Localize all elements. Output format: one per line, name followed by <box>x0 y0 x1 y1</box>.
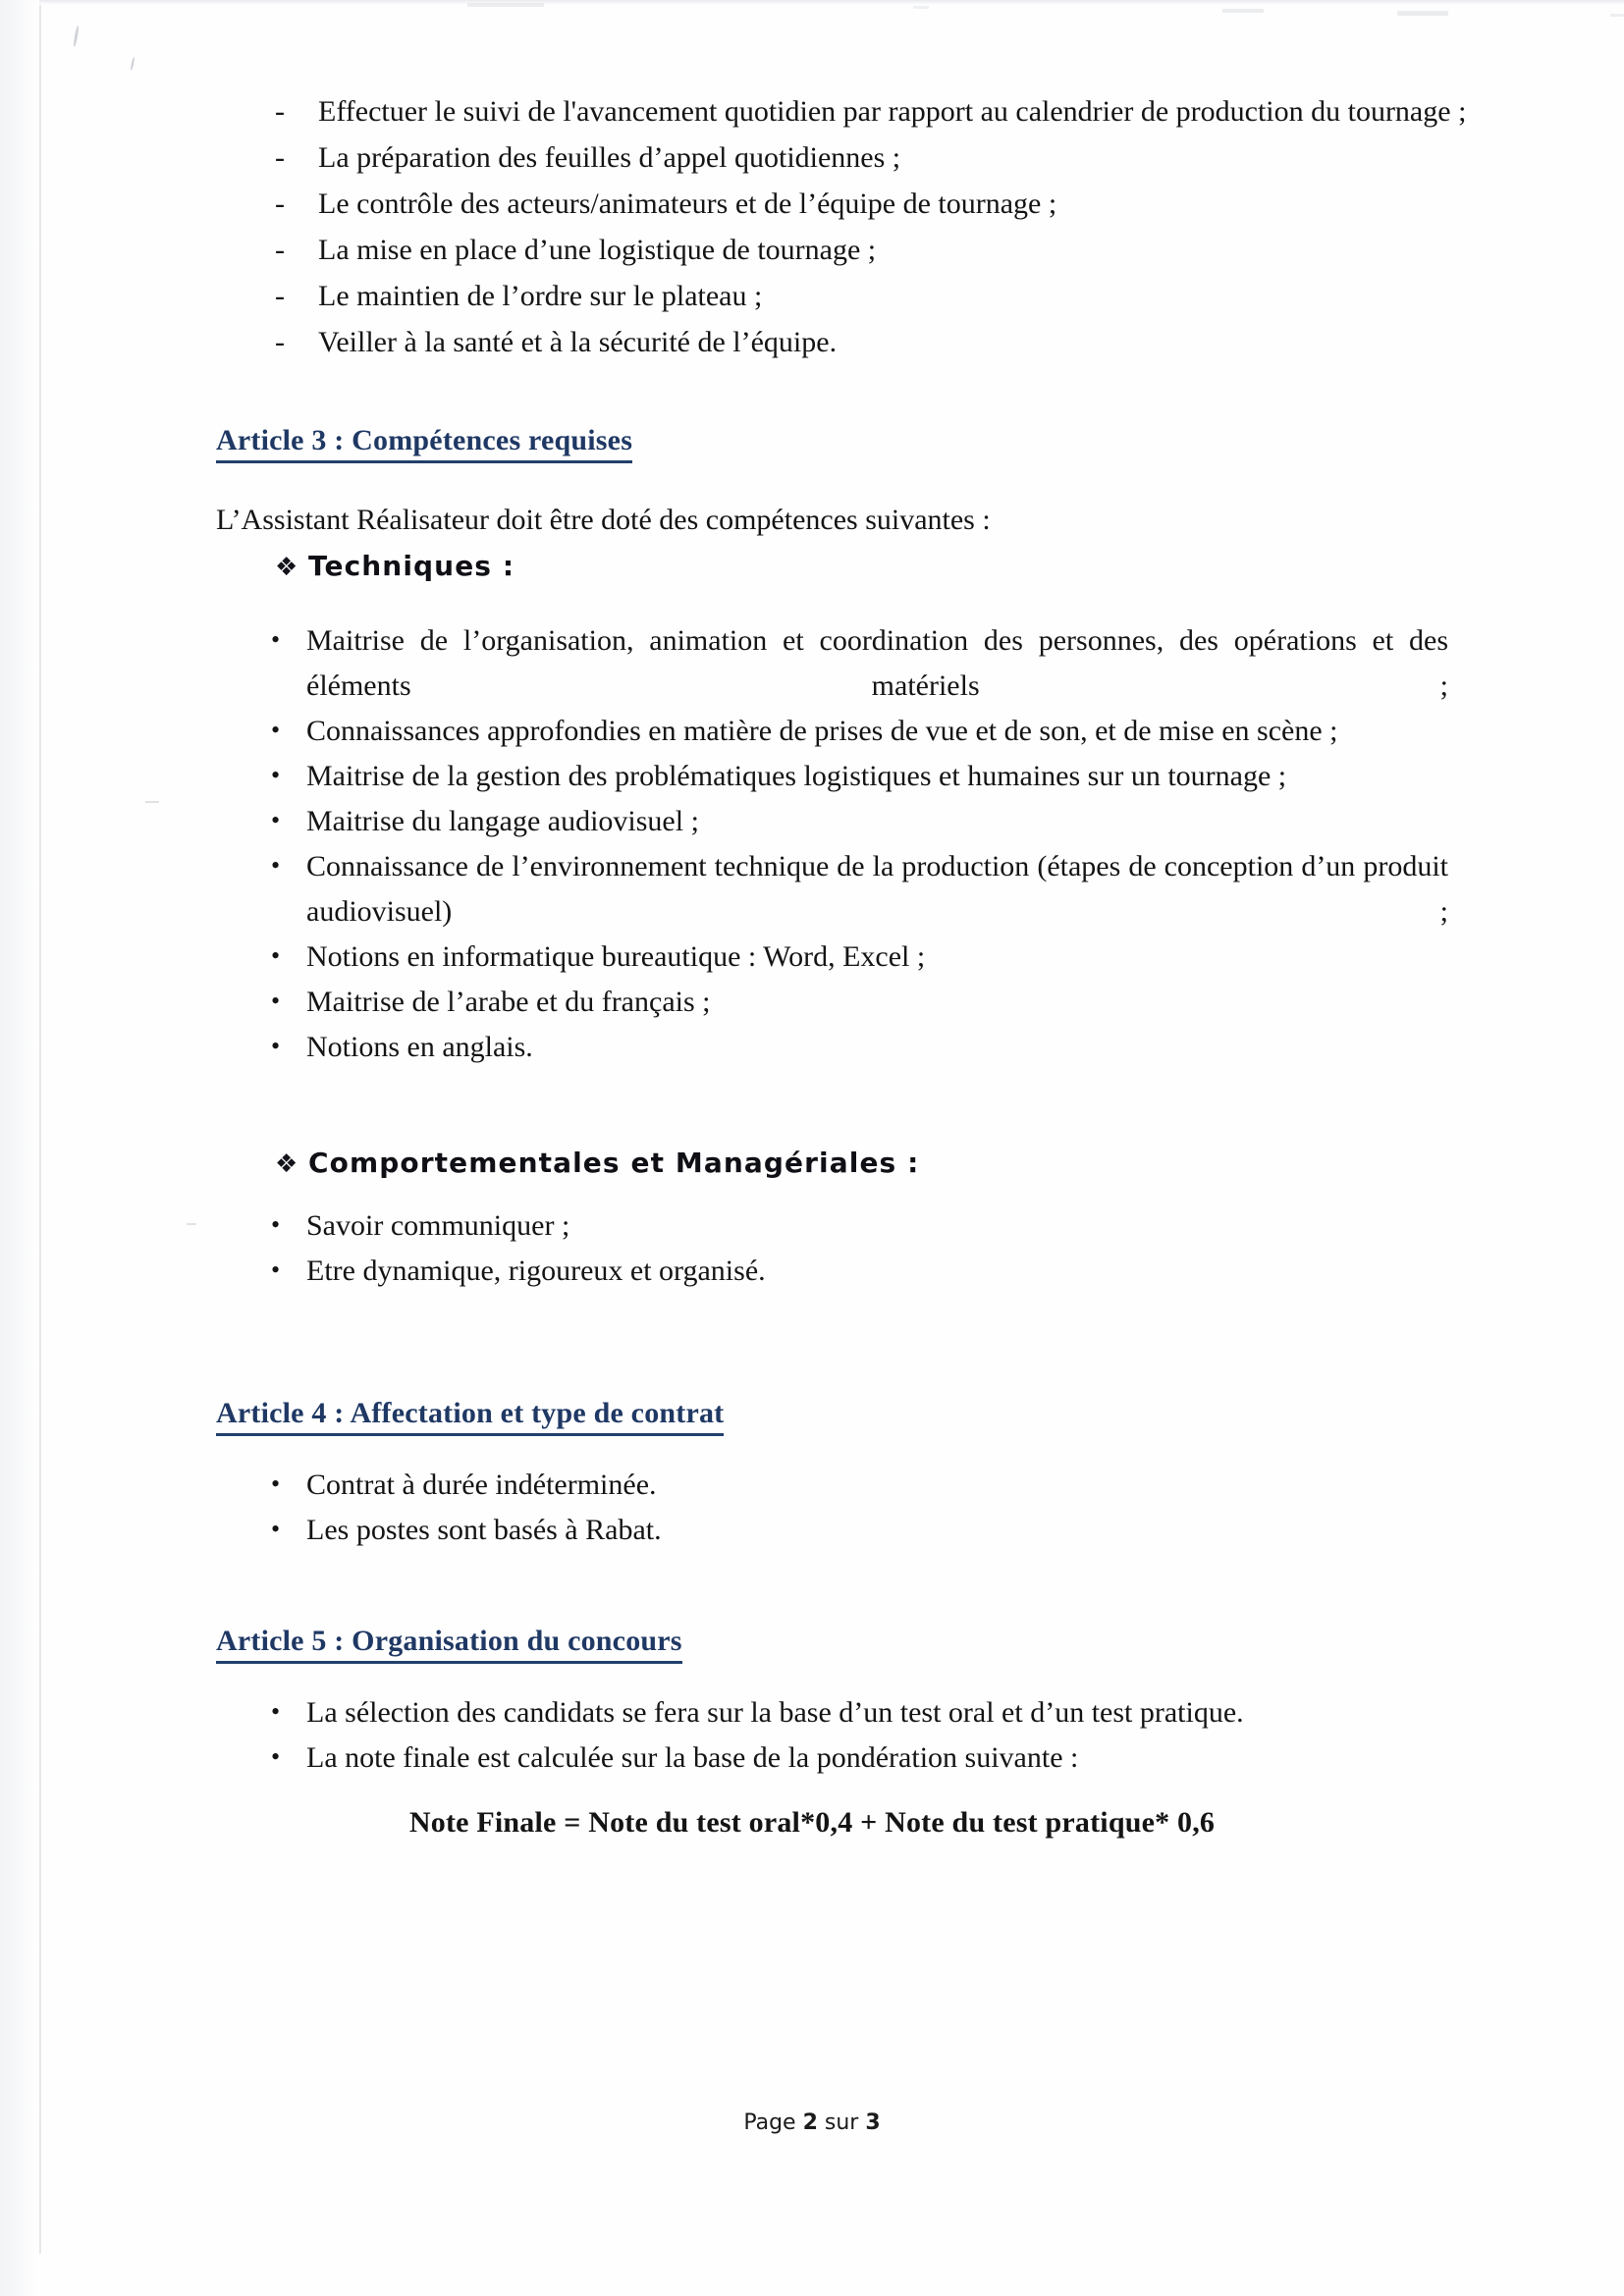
list-item <box>271 1463 1155 1508</box>
article-4-list <box>271 1463 1155 1553</box>
round-bullet-icon: • <box>271 987 281 1015</box>
list-item-text: La sélection des candidats se fera sur la base d’un test oral et d’un test pratique. <box>306 1696 1244 1729</box>
list-item-text: Notions en anglais. <box>306 1031 533 1063</box>
round-bullet-icon: • <box>271 806 281 834</box>
list-item <box>273 273 1451 319</box>
scan-speck-artifact <box>467 3 544 7</box>
list-item-text: Maitrise de l’arabe et du français ; <box>306 986 711 1018</box>
list-item <box>271 980 1448 1025</box>
round-bullet-icon: • <box>271 625 281 654</box>
list-item <box>271 1203 1155 1249</box>
list-item-text: Connaissances approfondies en matière de prises de vue et de son, et de mise en scène ; <box>306 715 1338 747</box>
article-3-intro-text: L’Assistant Réalisateur doit être doté des compétences suivantes : <box>216 504 991 536</box>
footer-total-pages: 3 <box>865 2110 881 2135</box>
list-item <box>271 799 1448 844</box>
dash-bullet-icon: - <box>275 95 285 128</box>
list-item <box>273 88 1493 134</box>
list-item-text: Savoir communiquer ; <box>306 1209 570 1242</box>
footer-prefix: Page <box>743 2110 803 2135</box>
list-item-text: Le contrôle des acteurs/animateurs et de l’équipe de tournage ; <box>318 187 1057 220</box>
list-item-text: Contrat à durée indéterminée. <box>306 1468 657 1501</box>
list-item-text: Maitrise de la gestion des problématiques logistiques et humaines sur un tournage ; <box>306 760 1287 792</box>
round-bullet-icon: • <box>271 716 281 744</box>
list-item-text: Etre dynamique, rigoureux et organisé. <box>306 1255 766 1287</box>
list-item-text: Notions en informatique bureautique : Word, Excel ; <box>306 940 926 973</box>
round-bullet-icon: • <box>271 1469 281 1498</box>
list-item <box>271 618 1448 709</box>
list-item <box>271 934 1448 980</box>
round-bullet-icon: • <box>271 851 281 880</box>
list-item-text: La note finale est calculée sur la base de la pondération suivante : <box>306 1741 1079 1774</box>
subheading-comportementales-label: Comportementales et Managériales : <box>308 1147 920 1179</box>
scan-edge-artifact <box>0 0 39 2296</box>
footer-current-page: 2 <box>802 2110 818 2135</box>
list-item <box>271 1025 1448 1070</box>
round-bullet-icon: • <box>271 1210 281 1239</box>
scan-speck-artifact <box>187 1223 196 1225</box>
scan-speck-artifact <box>145 801 159 803</box>
list-item <box>271 1735 1448 1781</box>
footer-middle: sur <box>817 2110 866 2135</box>
subheading-techniques <box>275 550 514 582</box>
scan-speck-artifact <box>1610 14 1624 17</box>
article-5-list <box>271 1690 1448 1781</box>
list-item-text: Maitrise du langage audiovisuel ; <box>306 805 699 837</box>
list-item-text: Effectuer le suivi de l'avancement quotidien par rapport au calendrier de production du tournage ; <box>318 95 1467 128</box>
round-bullet-icon: • <box>271 1697 281 1726</box>
scan-pen-mark-artifact <box>73 26 80 47</box>
scan-pen-mark-artifact <box>131 57 135 71</box>
list-item <box>273 134 1451 181</box>
list-item <box>271 754 1448 799</box>
techniques-skills-list <box>271 618 1448 1070</box>
scan-edge-line-artifact <box>39 0 41 2254</box>
list-item-text: La préparation des feuilles d’appel quotidiennes ; <box>318 141 901 174</box>
scan-top-artifact <box>39 0 1624 5</box>
scan-speck-artifact <box>1397 11 1448 16</box>
list-item-text: Connaissance de l’environnement technique de la production (étapes de conception d’un produit audiovisuel) ; <box>306 850 1448 928</box>
list-item <box>273 319 1451 365</box>
list-item-text: La mise en place d’une logistique de tournage ; <box>318 234 877 266</box>
list-item <box>271 709 1448 754</box>
round-bullet-icon: • <box>271 761 281 789</box>
list-item <box>271 1508 1155 1553</box>
dash-bullet-icon: - <box>275 280 285 312</box>
list-item <box>271 1249 1155 1294</box>
round-bullet-icon: • <box>271 1032 281 1060</box>
list-item <box>273 227 1451 273</box>
round-bullet-icon: • <box>271 941 281 970</box>
behavioral-skills-list <box>271 1203 1155 1294</box>
list-item-text: Veiller à la santé et à la sécurité de l’équipe. <box>318 326 838 358</box>
article-3-heading: Article 3 : Compétences requises <box>216 424 632 463</box>
round-bullet-icon: • <box>271 1742 281 1771</box>
dash-bullet-icon: - <box>275 234 285 266</box>
list-item <box>271 844 1448 934</box>
dash-bullet-icon: - <box>275 187 285 220</box>
list-item-text: Le maintien de l’ordre sur le plateau ; <box>318 280 763 312</box>
list-item <box>271 1690 1448 1735</box>
list-item-text: Maitrise de l’organisation, animation et coordination des personnes, des opérations et des éléments matériels ; <box>306 624 1448 702</box>
round-bullet-icon: • <box>271 1515 281 1543</box>
article-5-heading: Article 5 : Organisation du concours <box>216 1625 682 1664</box>
scan-speck-artifact <box>1222 9 1264 13</box>
page-footer <box>0 2110 1624 2135</box>
diamond-bullet-icon: ❖ <box>275 553 299 582</box>
final-score-formula: Note Finale = Note du test oral*0,4 + Note du test pratique* 0,6 <box>408 1806 1216 1839</box>
responsibilities-list <box>273 88 1467 365</box>
dash-bullet-icon: - <box>275 326 285 358</box>
diamond-bullet-icon: ❖ <box>275 1149 299 1179</box>
article-4-heading: Article 4 : Affectation et type de contrat <box>216 1397 724 1436</box>
list-item-text: Les postes sont basés à Rabat. <box>306 1514 662 1546</box>
list-item <box>273 181 1451 227</box>
round-bullet-icon: • <box>271 1255 281 1284</box>
subheading-techniques-label: Techniques : <box>308 550 515 582</box>
dash-bullet-icon: - <box>275 141 285 174</box>
subheading-comportementales <box>275 1147 919 1179</box>
scan-speck-artifact <box>913 6 929 9</box>
